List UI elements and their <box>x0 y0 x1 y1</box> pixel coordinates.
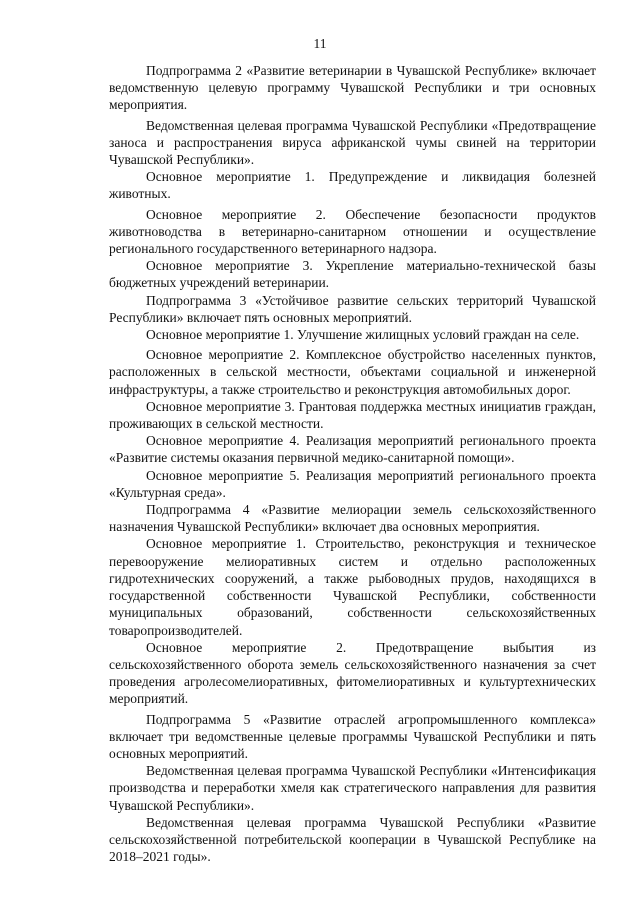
paragraph-target-program-cooperation: Ведомственная целевая программа Чувашской Республики «Развитие сельскохозяйственной потребительской кооперации в Чувашской Республике на 2018–2021 годы». <box>109 814 596 865</box>
paragraph-measure-2: Основное мероприятие 2. Обеспечение безопасности продуктов животноводства в ветеринарно-санитарном отношении и осуществление регионального государственного ветеринарного надзора. <box>109 206 596 257</box>
document-body <box>109 62 596 865</box>
paragraph-measure-3: Основное мероприятие 3. Укрепление материально-технической базы бюджетных учреждений ветеринарии. <box>109 258 596 291</box>
paragraph-measure-1: Основное мероприятие 1. Предупреждение и ликвидация болезней животных. <box>109 169 596 202</box>
page-number: 11 <box>313 36 327 51</box>
paragraph-measure-1-melioration: Основное мероприятие 1. Строительство, реконструкция и техническое перевооружение мелиоративных систем и отдельно расположенных гидротехнических сооружений, а также рыбоводных прудов, находящихся в государственной собственности Чувашской Республики, собственности муниципальных образований, собственности сельскохозяйственных товаропроизводителей. <box>109 536 596 638</box>
paragraph-measure-1-housing: Основное мероприятие 1. Улучшение жилищных условий граждан на селе. <box>146 327 580 343</box>
paragraph-subprogram-3: Подпрограмма 3 «Устойчивое развитие сельских территорий Чувашской Республики» включает пять основных мероприятий. <box>109 292 596 325</box>
paragraph-measure-5-culture: Основное мероприятие 5. Реализация мероприятий регионального проекта «Культурная среда». <box>109 467 596 500</box>
paragraph-subprogram-2: Подпрограмма 2 «Развитие ветеринарии в Чувашской Республике» включает ведомственную целевую программу Чувашской Республики и три основных мероприятия. <box>109 63 596 113</box>
paragraph-measure-3-grants: Основное мероприятие 3. Грантовая поддержка местных инициатив граждан, проживающих в сельской местности. <box>109 398 596 432</box>
paragraph-subprogram-5: Подпрограмма 5 «Развитие отраслей агропромышленного комплекса» включает три ведомственные целевые программы Чувашской Республики и пять основных мероприятий. <box>109 711 596 761</box>
paragraph-subprogram-4: Подпрограмма 4 «Развитие мелиорации земель сельскохозяйственного назначения Чувашской Республики» включает два основных мероприятия. <box>109 502 596 535</box>
paragraph-measure-4-healthcare: Основное мероприятие 4. Реализация мероприятий регионального проекта «Развитие системы оказания первичной медико-санитарной помощи». <box>109 433 596 466</box>
paragraph-target-program-hops: Ведомственная целевая программа Чувашской Республики «Интенсификация производства и переработки хмеля как стратегического направления для развития Чувашской Республики». <box>109 763 596 813</box>
paragraph-target-program-asf: Ведомственная целевая программа Чувашской Республики «Предотвращение заноса и распространения вируса африканской чумы свиней на территории Чувашской Республики». <box>109 117 596 168</box>
paragraph-measure-2-land: Основное мероприятие 2. Предотвращение выбытия из сельскохозяйственного оборота земель сельскохозяйственного назначения за счет проведения агролесомелиоративных, фитомелиоративных и культуртехнических мероприятий. <box>109 639 596 707</box>
paragraph-measure-2-infrastructure: Основное мероприятие 2. Комплексное обустройство населенных пунктов, расположенных в сельской местности, объектами социальной и инженерной инфраструктуры, а также строительство и реконструкция автомобильных дорог. <box>109 347 596 397</box>
